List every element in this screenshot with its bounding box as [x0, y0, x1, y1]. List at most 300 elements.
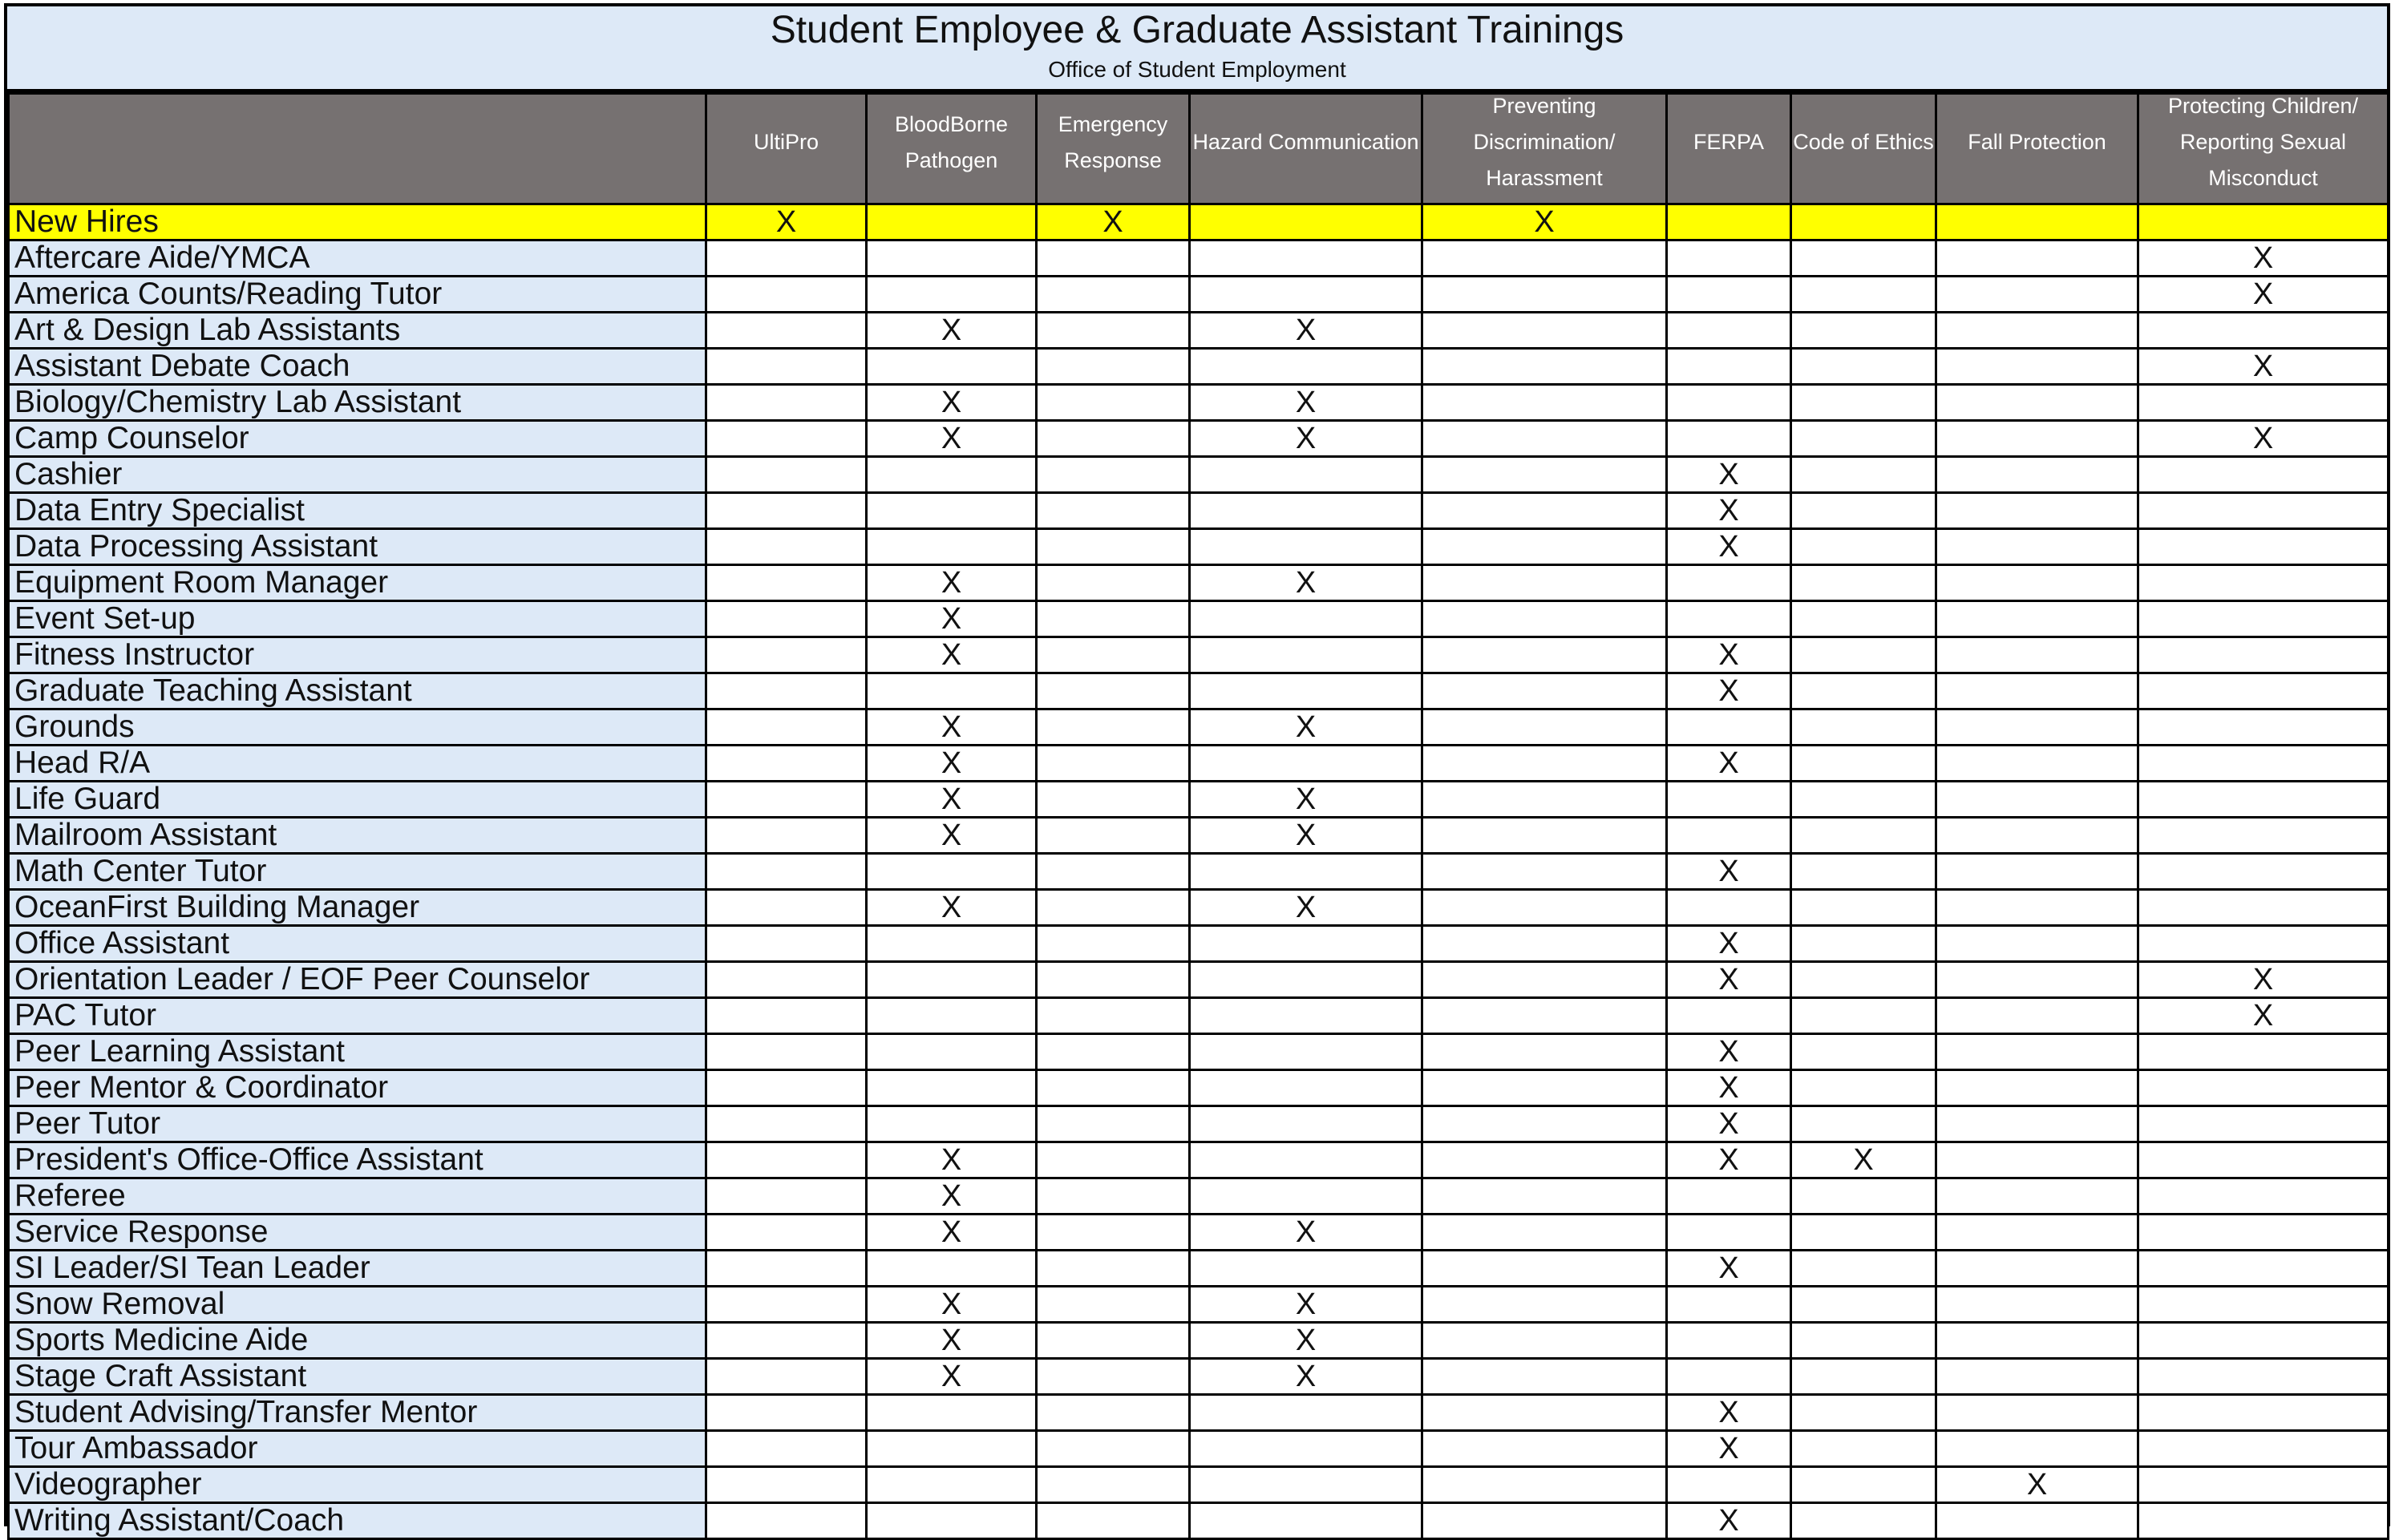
training-mark-cell	[706, 1431, 867, 1467]
training-mark-cell	[2138, 1467, 2389, 1503]
spreadsheet	[4, 3, 2390, 1538]
training-mark-cell	[706, 1359, 867, 1395]
training-mark-cell	[1190, 1467, 1422, 1503]
training-mark-cell	[2138, 1503, 2389, 1539]
table-row	[9, 1034, 2389, 1070]
training-mark-cell: X	[867, 565, 1037, 601]
training-mark-cell	[1190, 457, 1422, 493]
training-matrix	[7, 92, 2389, 1540]
training-mark-cell	[1791, 421, 1936, 457]
title-block	[7, 6, 2387, 92]
training-mark-cell	[706, 421, 867, 457]
training-mark-cell	[2138, 1431, 2389, 1467]
training-mark-cell: X	[1190, 890, 1422, 926]
training-mark-cell: X	[1667, 1395, 1791, 1431]
training-mark-cell	[706, 349, 867, 385]
role-cell: Fitness Instructor	[9, 637, 706, 673]
training-mark-cell	[867, 962, 1037, 998]
training-mark-cell	[1791, 818, 1936, 854]
training-mark-cell	[1667, 349, 1791, 385]
page-title: Student Employee & Graduate Assistant Trainings	[770, 9, 1624, 51]
training-mark-cell	[1037, 673, 1190, 709]
role-cell: Data Entry Specialist	[9, 493, 706, 529]
training-mark-cell: X	[1667, 1070, 1791, 1106]
training-mark-cell	[1791, 277, 1936, 313]
training-mark-cell	[1422, 240, 1667, 277]
training-mark-cell	[867, 1395, 1037, 1431]
training-mark-cell	[1422, 1178, 1667, 1215]
training-mark-cell: X	[1667, 1251, 1791, 1287]
training-mark-cell: X	[2138, 962, 2389, 998]
table-row	[9, 601, 2389, 637]
training-mark-cell	[1936, 349, 2138, 385]
training-mark-cell	[1422, 421, 1667, 457]
training-mark-cell	[2138, 1251, 2389, 1287]
table-row	[9, 890, 2389, 926]
training-mark-cell	[867, 349, 1037, 385]
table-row	[9, 1070, 2389, 1106]
training-mark-cell	[1791, 1070, 1936, 1106]
training-mark-cell: X	[867, 1287, 1037, 1323]
training-mark-cell	[706, 1106, 867, 1142]
training-mark-cell: X	[1037, 204, 1190, 240]
training-mark-cell	[867, 854, 1037, 890]
training-mark-cell: X	[1190, 818, 1422, 854]
training-mark-cell	[867, 673, 1037, 709]
training-mark-cell	[706, 890, 867, 926]
training-mark-cell	[1422, 1395, 1667, 1431]
role-cell: America Counts/Reading Tutor	[9, 277, 706, 313]
role-cell: Writing Assistant/Coach	[9, 1503, 706, 1539]
training-mark-cell	[1936, 890, 2138, 926]
training-mark-cell	[1037, 1467, 1190, 1503]
training-mark-cell	[1936, 1034, 2138, 1070]
training-mark-cell	[1791, 1503, 1936, 1539]
role-cell: SI Leader/SI Tean Leader	[9, 1251, 706, 1287]
column-header-label: Fall Protection	[1968, 130, 2106, 154]
training-mark-cell	[1037, 1178, 1190, 1215]
training-mark-cell	[706, 1503, 867, 1539]
training-mark-cell	[706, 1034, 867, 1070]
table-row	[9, 709, 2389, 746]
table-row	[9, 673, 2389, 709]
training-mark-cell	[1422, 1034, 1667, 1070]
role-cell: Service Response	[9, 1215, 706, 1251]
training-mark-cell	[1422, 1467, 1667, 1503]
training-mark-cell	[867, 1034, 1037, 1070]
training-mark-cell	[1667, 998, 1791, 1034]
training-mark-cell	[706, 1323, 867, 1359]
column-header	[1936, 94, 2138, 204]
role-cell: Biology/Chemistry Lab Assistant	[9, 385, 706, 421]
training-mark-cell	[706, 1178, 867, 1215]
training-mark-cell	[1936, 818, 2138, 854]
training-mark-cell	[1791, 926, 1936, 962]
training-mark-cell: X	[2138, 277, 2389, 313]
training-mark-cell	[1190, 349, 1422, 385]
role-cell: Student Advising/Transfer Mentor	[9, 1395, 706, 1431]
training-mark-cell: X	[867, 601, 1037, 637]
training-mark-cell	[2138, 782, 2389, 818]
training-mark-cell	[1667, 1178, 1791, 1215]
table-row	[9, 529, 2389, 565]
training-mark-cell	[1037, 240, 1190, 277]
training-mark-cell	[2138, 385, 2389, 421]
training-mark-cell	[1667, 1215, 1791, 1251]
role-cell: Math Center Tutor	[9, 854, 706, 890]
table-row	[9, 818, 2389, 854]
training-mark-cell	[1936, 1431, 2138, 1467]
training-mark-cell	[1190, 1034, 1422, 1070]
training-mark-cell	[2138, 1034, 2389, 1070]
training-mark-cell	[1936, 1178, 2138, 1215]
training-mark-cell	[1936, 240, 2138, 277]
training-mark-cell	[1422, 349, 1667, 385]
training-mark-cell: X	[867, 421, 1037, 457]
training-mark-cell	[706, 1215, 867, 1251]
training-mark-cell	[1936, 673, 2138, 709]
training-mark-cell	[1936, 1395, 2138, 1431]
training-mark-cell	[1791, 529, 1936, 565]
training-mark-cell	[1037, 1034, 1190, 1070]
training-mark-cell	[1667, 709, 1791, 746]
role-cell: President's Office-Office Assistant	[9, 1142, 706, 1178]
training-mark-cell	[1190, 1142, 1422, 1178]
training-mark-cell	[1791, 782, 1936, 818]
training-mark-cell	[1667, 277, 1791, 313]
table-row	[9, 349, 2389, 385]
training-mark-cell	[1190, 1251, 1422, 1287]
training-mark-cell	[1791, 890, 1936, 926]
column-header-label: Protecting Children/ Reporting Sexual Misconduct	[2167, 94, 2359, 190]
training-mark-cell	[1422, 1359, 1667, 1395]
page-subtitle: Office of Student Employment	[1048, 57, 1346, 82]
training-mark-cell: X	[2138, 240, 2389, 277]
training-mark-cell	[1037, 1359, 1190, 1395]
training-mark-cell	[1936, 385, 2138, 421]
table-row	[9, 854, 2389, 890]
training-mark-cell	[1422, 385, 1667, 421]
training-mark-cell	[2138, 1178, 2389, 1215]
training-mark-cell	[706, 529, 867, 565]
role-cell: New Hires	[9, 204, 706, 240]
training-mark-cell	[1190, 204, 1422, 240]
role-cell: Head R/A	[9, 746, 706, 782]
training-mark-cell	[867, 493, 1037, 529]
training-mark-cell	[1422, 854, 1667, 890]
training-mark-cell	[706, 962, 867, 998]
table-row	[9, 277, 2389, 313]
training-mark-cell	[706, 601, 867, 637]
training-mark-cell	[867, 204, 1037, 240]
training-mark-cell: X	[2138, 349, 2389, 385]
role-cell: OceanFirst Building Manager	[9, 890, 706, 926]
role-cell: Referee	[9, 1178, 706, 1215]
role-cell: Stage Craft Assistant	[9, 1359, 706, 1395]
table-row	[9, 421, 2389, 457]
role-cell: Event Set-up	[9, 601, 706, 637]
training-mark-cell	[2138, 1287, 2389, 1323]
training-mark-cell	[867, 240, 1037, 277]
column-header-label: FERPA	[1693, 130, 1764, 154]
column-header	[1667, 94, 1791, 204]
training-mark-cell: X	[1667, 854, 1791, 890]
training-mark-cell	[1936, 565, 2138, 601]
training-mark-cell	[2138, 313, 2389, 349]
training-mark-cell	[706, 1070, 867, 1106]
training-mark-cell	[1422, 1287, 1667, 1323]
training-mark-cell	[1422, 1142, 1667, 1178]
training-mark-cell	[706, 782, 867, 818]
training-mark-cell	[2138, 709, 2389, 746]
training-mark-cell	[867, 1070, 1037, 1106]
training-mark-cell	[1791, 746, 1936, 782]
table-row	[9, 1323, 2389, 1359]
training-mark-cell	[706, 1287, 867, 1323]
header-corner	[9, 94, 706, 204]
training-mark-cell	[2138, 457, 2389, 493]
role-cell: Mailroom Assistant	[9, 818, 706, 854]
table-row	[9, 240, 2389, 277]
table-row	[9, 1359, 2389, 1395]
training-mark-cell: X	[1936, 1467, 2138, 1503]
training-mark-cell	[706, 1251, 867, 1287]
training-mark-cell: X	[867, 1323, 1037, 1359]
training-mark-cell	[1037, 565, 1190, 601]
training-mark-cell	[1791, 637, 1936, 673]
training-mark-cell	[2138, 746, 2389, 782]
training-mark-cell	[1667, 1323, 1791, 1359]
training-mark-cell: X	[1667, 1503, 1791, 1539]
training-mark-cell: X	[1667, 1034, 1791, 1070]
training-mark-cell: X	[867, 782, 1037, 818]
training-mark-cell	[1667, 313, 1791, 349]
training-mark-cell	[2138, 1359, 2389, 1395]
training-mark-cell: X	[867, 709, 1037, 746]
training-mark-cell: X	[2138, 998, 2389, 1034]
training-mark-cell	[1791, 1106, 1936, 1142]
training-mark-cell	[1422, 565, 1667, 601]
training-mark-cell: X	[867, 385, 1037, 421]
table-row	[9, 926, 2389, 962]
training-mark-cell	[1422, 1106, 1667, 1142]
training-mark-cell: X	[1667, 1106, 1791, 1142]
training-mark-cell	[1037, 1215, 1190, 1251]
table-row	[9, 1142, 2389, 1178]
training-mark-cell	[2138, 493, 2389, 529]
training-mark-cell	[1791, 1287, 1936, 1323]
column-header	[1422, 94, 1667, 204]
table-row	[9, 962, 2389, 998]
training-mark-cell	[1422, 601, 1667, 637]
training-mark-cell	[1936, 1106, 2138, 1142]
training-mark-cell	[1190, 746, 1422, 782]
training-mark-cell	[1667, 1359, 1791, 1395]
training-mark-cell	[1936, 637, 2138, 673]
training-mark-cell	[1037, 854, 1190, 890]
training-mark-cell	[2138, 529, 2389, 565]
training-mark-cell	[1667, 421, 1791, 457]
role-cell: Sports Medicine Aide	[9, 1323, 706, 1359]
training-mark-cell: X	[1190, 421, 1422, 457]
training-mark-cell	[2138, 818, 2389, 854]
training-mark-cell	[1791, 1215, 1936, 1251]
table-row	[9, 457, 2389, 493]
training-mark-cell	[1667, 1467, 1791, 1503]
training-mark-cell	[1422, 709, 1667, 746]
training-mark-cell: X	[1190, 709, 1422, 746]
training-mark-cell	[1037, 1070, 1190, 1106]
training-mark-cell	[1791, 1034, 1936, 1070]
training-mark-cell	[1190, 1106, 1422, 1142]
training-mark-cell	[1422, 1503, 1667, 1539]
table-row	[9, 1503, 2389, 1539]
training-mark-cell: X	[1667, 962, 1791, 998]
training-mark-cell	[1936, 529, 2138, 565]
column-header	[1791, 94, 1936, 204]
table-row	[9, 1178, 2389, 1215]
training-mark-cell	[1936, 962, 2138, 998]
column-header-label: Preventing Discrimination/ Harassment	[1473, 94, 1616, 190]
training-mark-cell	[1936, 1215, 2138, 1251]
column-header-label: Code of Ethics	[1793, 130, 1934, 154]
training-mark-cell	[1422, 998, 1667, 1034]
training-mark-cell	[1791, 1251, 1936, 1287]
training-mark-cell: X	[867, 313, 1037, 349]
training-mark-cell	[1422, 457, 1667, 493]
training-mark-cell	[1422, 277, 1667, 313]
training-mark-cell	[2138, 601, 2389, 637]
training-mark-cell: X	[1667, 746, 1791, 782]
role-cell: Data Processing Assistant	[9, 529, 706, 565]
training-mark-cell	[706, 565, 867, 601]
column-header	[2138, 94, 2389, 204]
training-mark-cell	[1791, 1178, 1936, 1215]
table-row	[9, 1215, 2389, 1251]
training-mark-cell	[706, 926, 867, 962]
training-mark-cell	[2138, 637, 2389, 673]
training-mark-cell	[706, 854, 867, 890]
training-mark-cell	[1936, 1287, 2138, 1323]
training-mark-cell	[2138, 1215, 2389, 1251]
training-mark-cell	[706, 673, 867, 709]
training-mark-cell	[1037, 926, 1190, 962]
training-mark-cell	[706, 240, 867, 277]
training-mark-cell	[1037, 890, 1190, 926]
training-mark-cell	[1936, 1251, 2138, 1287]
column-header-label: Emergency Response	[1058, 111, 1168, 172]
training-mark-cell: X	[706, 204, 867, 240]
training-mark-cell: X	[867, 890, 1037, 926]
training-mark-cell	[1936, 493, 2138, 529]
training-mark-cell	[1037, 421, 1190, 457]
column-header	[867, 94, 1037, 204]
training-mark-cell: X	[1190, 1215, 1422, 1251]
training-mark-cell	[706, 1395, 867, 1431]
table-row	[9, 1395, 2389, 1431]
training-mark-cell	[867, 277, 1037, 313]
table-row	[9, 385, 2389, 421]
training-mark-cell	[1791, 601, 1936, 637]
training-mark-cell	[1037, 1431, 1190, 1467]
training-mark-cell	[1190, 1503, 1422, 1539]
table-row	[9, 1251, 2389, 1287]
training-mark-cell	[1936, 421, 2138, 457]
role-cell: Peer Tutor	[9, 1106, 706, 1142]
training-mark-cell	[1190, 1395, 1422, 1431]
column-header-label: UltiPro	[753, 130, 819, 154]
training-mark-cell	[1190, 493, 1422, 529]
role-cell: Orientation Leader / EOF Peer Counselor	[9, 962, 706, 998]
training-mark-cell	[706, 457, 867, 493]
training-mark-cell	[1667, 890, 1791, 926]
training-mark-cell	[1190, 637, 1422, 673]
role-cell: Tour Ambassador	[9, 1431, 706, 1467]
training-mark-cell	[1037, 1287, 1190, 1323]
training-mark-cell	[1791, 1467, 1936, 1503]
training-mark-cell	[1190, 962, 1422, 998]
training-mark-cell	[1037, 746, 1190, 782]
training-mark-cell	[1791, 240, 1936, 277]
training-mark-cell	[1037, 1142, 1190, 1178]
training-mark-cell	[1037, 349, 1190, 385]
training-mark-cell	[1422, 890, 1667, 926]
training-mark-cell	[1422, 1215, 1667, 1251]
training-mark-cell	[1422, 529, 1667, 565]
table-row	[9, 1431, 2389, 1467]
training-mark-cell	[1667, 782, 1791, 818]
training-mark-cell	[1037, 1395, 1190, 1431]
training-mark-cell	[1037, 493, 1190, 529]
training-mark-cell	[1037, 1251, 1190, 1287]
role-cell: Aftercare Aide/YMCA	[9, 240, 706, 277]
role-cell: Peer Learning Assistant	[9, 1034, 706, 1070]
training-mark-cell	[1422, 1070, 1667, 1106]
training-mark-cell: X	[1667, 1142, 1791, 1178]
training-mark-cell: X	[1422, 204, 1667, 240]
table-row	[9, 1287, 2389, 1323]
training-mark-cell	[1037, 782, 1190, 818]
table-row	[9, 1106, 2389, 1142]
training-mark-cell	[1037, 601, 1190, 637]
table-row	[9, 313, 2389, 349]
header-row	[9, 94, 2389, 204]
training-mark-cell: X	[1190, 313, 1422, 349]
training-mark-cell	[1791, 1431, 1936, 1467]
training-mark-cell	[1936, 601, 2138, 637]
training-mark-cell: X	[2138, 421, 2389, 457]
training-mark-cell	[1791, 565, 1936, 601]
column-header	[706, 94, 867, 204]
training-mark-cell	[1936, 782, 2138, 818]
training-mark-cell: X	[867, 818, 1037, 854]
training-mark-cell	[2138, 673, 2389, 709]
training-mark-cell	[867, 1503, 1037, 1539]
training-mark-cell	[1190, 926, 1422, 962]
training-mark-cell	[1667, 818, 1791, 854]
training-mark-cell	[1422, 1431, 1667, 1467]
role-cell: Equipment Room Manager	[9, 565, 706, 601]
training-mark-cell: X	[1667, 926, 1791, 962]
training-mark-cell: X	[867, 1359, 1037, 1395]
training-mark-cell: X	[867, 1215, 1037, 1251]
training-mark-cell	[1190, 673, 1422, 709]
column-header	[1037, 94, 1190, 204]
training-mark-cell	[867, 1251, 1037, 1287]
training-mark-cell: X	[1190, 1287, 1422, 1323]
training-mark-cell	[867, 1467, 1037, 1503]
training-mark-cell	[1936, 926, 2138, 962]
